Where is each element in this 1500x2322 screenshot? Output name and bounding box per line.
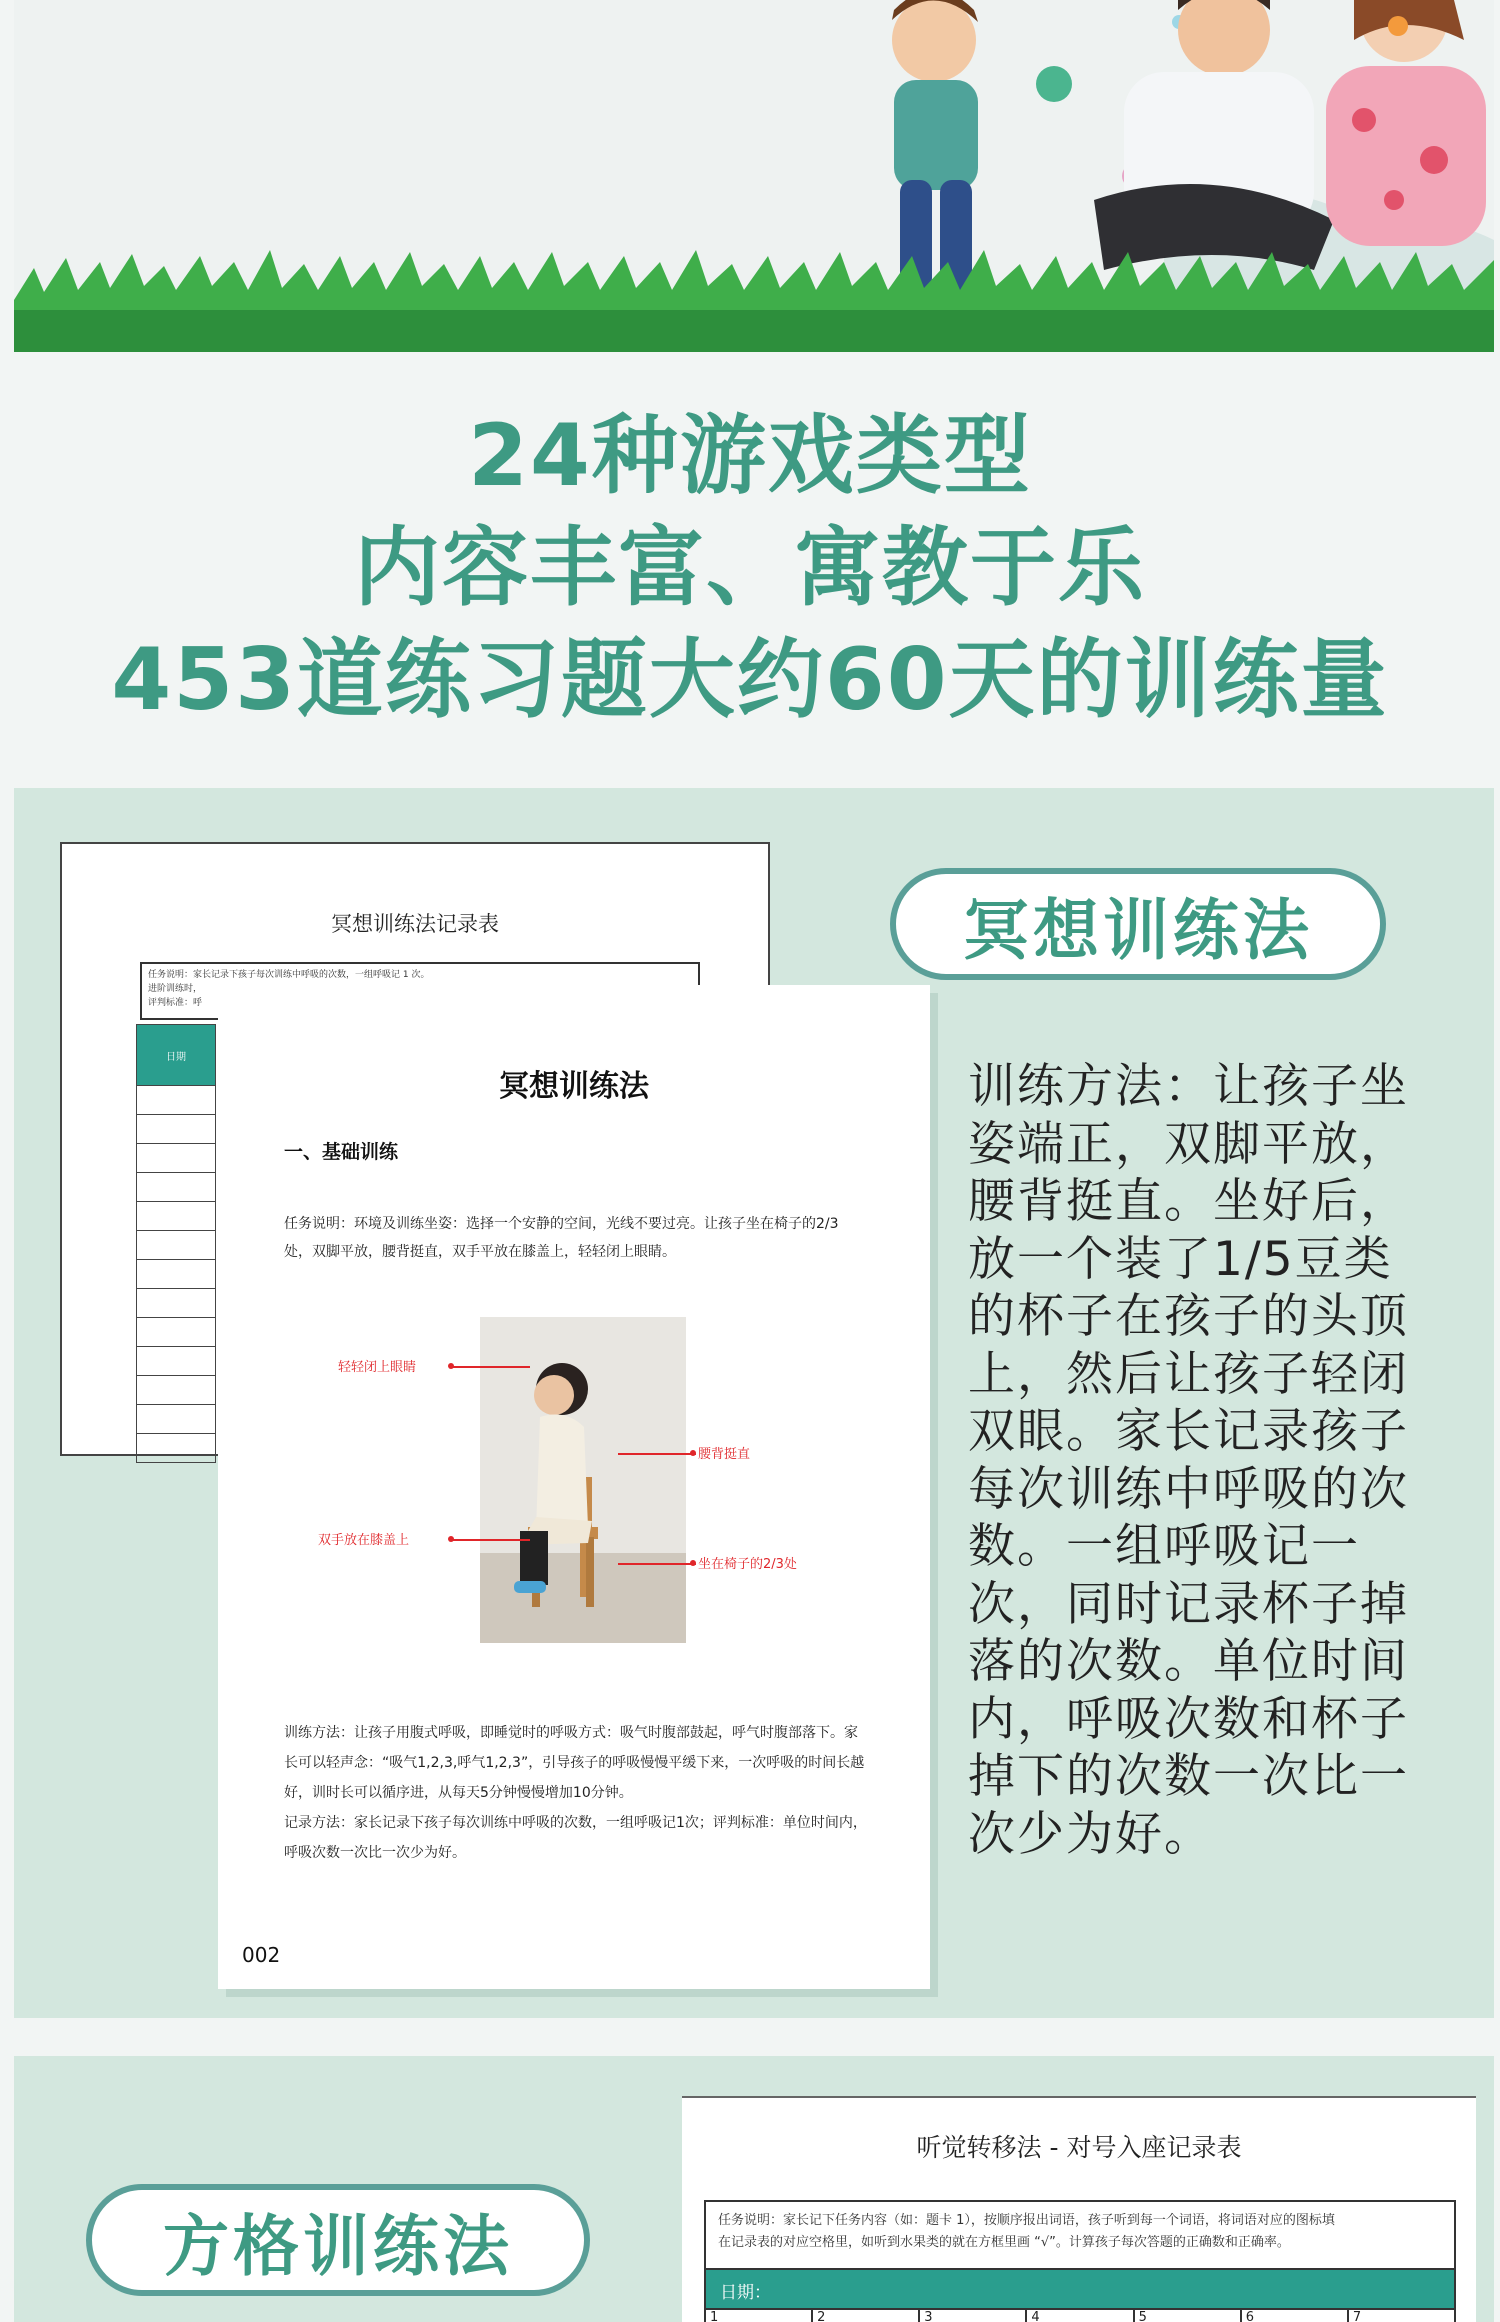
headline-line-3: 453道练习题大约60天的训练量	[111, 630, 1389, 730]
annotation-dot	[448, 1536, 454, 1542]
table-row	[136, 1376, 216, 1405]
page-task-description: 任务说明：环境及训练坐姿：选择一个安静的空间，光线不要过亮。让孩子坐在椅子的2/3处，双脚平放，腰背挺直，双手平放在膝盖上，轻轻闭上眼睛。	[284, 1216, 839, 1260]
auditory-record-sheet	[682, 2096, 1476, 2322]
column-number: 7	[1349, 2310, 1456, 2322]
auditory-box-line: 在记录表的对应空格里，如听到水果类的就在方框里画 “√”。计算孩子每次答题的正确数和正确率。	[718, 2235, 1290, 2250]
page-method-text	[284, 1718, 870, 1868]
record-box-line: 任务说明：家长记录下孩子每次训练中呼吸的次数，一组呼吸记 1 次。	[148, 970, 430, 980]
meditation-book-page	[218, 985, 930, 1989]
column-number: 6	[1242, 2310, 1349, 2322]
hero-illustration	[14, 0, 1494, 352]
table-row	[136, 1405, 216, 1434]
table-row	[136, 1202, 216, 1231]
column-number: 5	[1135, 2310, 1242, 2322]
auditory-date-bar: 日期：	[704, 2270, 1456, 2310]
record-table-header: 日期	[136, 1024, 216, 1086]
auditory-sheet-instructions	[704, 2200, 1456, 2270]
table-row	[136, 1115, 216, 1144]
headline	[0, 400, 1500, 736]
headline-line-2: 内容丰富、寓教于乐	[354, 518, 1146, 618]
annotation-line	[618, 1453, 696, 1455]
auditory-sheet-title: 听觉转移法 - 对号入座记录表	[916, 2133, 1242, 2162]
column-number: 4	[1027, 2310, 1134, 2322]
annotation-back: 腰背挺直	[698, 1447, 751, 1462]
annotation-line	[450, 1539, 530, 1541]
annotation-seat: 坐在椅子的2/3处	[698, 1557, 797, 1572]
column-number: 3	[920, 2310, 1027, 2322]
page-title: 冥想训练法	[499, 1069, 649, 1104]
page-record-paragraph: 记录方法：家长记录下孩子每次训练中呼吸的次数，一组呼吸记1次；评判标准：单位时间内，呼吸次数一次比一次少为好。	[284, 1815, 867, 1861]
auditory-box-line: 任务说明：家长记下任务内容（如：题卡 1），按顺序报出词语，孩子听到每一个词语，将词语对应的图标填	[718, 2213, 1335, 2228]
annotation-dot	[690, 1560, 696, 1566]
table-row	[136, 1144, 216, 1173]
table-row	[136, 1260, 216, 1289]
family-bubbles-illustration	[14, 0, 1494, 352]
table-row	[136, 1434, 216, 1463]
annotation-hands: 双手放在膝盖上	[318, 1533, 410, 1548]
record-box-line: 评判标准：呼	[148, 998, 203, 1008]
table-row	[136, 1231, 216, 1260]
record-box-line: 进阶训练时，	[148, 984, 203, 994]
annotation-dot	[448, 1363, 454, 1369]
annotation-dot	[690, 1450, 696, 1456]
column-number: 1	[706, 2310, 813, 2322]
page-subtitle: 一、基础训练	[284, 1141, 399, 1163]
annotation-eyes: 轻轻闭上眼睛	[338, 1360, 417, 1375]
annotation-line	[618, 1563, 696, 1565]
table-row	[136, 1318, 216, 1347]
grid-method-pill: 方格训练法	[86, 2184, 590, 2296]
headline-line-1: 24种游戏类型	[468, 406, 1032, 506]
meditation-method-description: 训练方法：让孩子坐姿端正，双脚平放，腰背挺直。坐好后，放一个装了1/5豆类的杯子在孩子的头顶上，然后让孩子轻闭双眼。家长记录孩子每次训练中呼吸的次数。一组呼吸记一次，同时记录杯子掉落的次数。单位时间内，呼吸次数和杯子掉下的次数一次比一次少为好。	[968, 1059, 1409, 1862]
table-row	[136, 1289, 216, 1318]
table-row	[136, 1086, 216, 1115]
meditation-method-pill: 冥想训练法	[890, 868, 1386, 980]
table-row	[136, 1347, 216, 1376]
auditory-column-row	[704, 2310, 1456, 2322]
column-number: 2	[813, 2310, 920, 2322]
record-sheet-table	[136, 1024, 216, 1454]
record-sheet-title: 冥想训练法记录表	[331, 912, 499, 936]
page-number: 002	[242, 1943, 281, 1967]
annotation-line	[450, 1366, 530, 1368]
page-method-paragraph: 训练方法：让孩子用腹式呼吸，即睡觉时的呼吸方式：吸气时腹部鼓起，呼气时腹部落下。家长可以轻声念：“吸气1,2,3,呼气1,2,3”，引导孩子的呼吸慢慢平缓下来，一次呼吸的时间长越好，训时长可以循序进，从每天5分钟慢慢增加10分钟。	[284, 1725, 865, 1801]
table-row	[136, 1173, 216, 1202]
